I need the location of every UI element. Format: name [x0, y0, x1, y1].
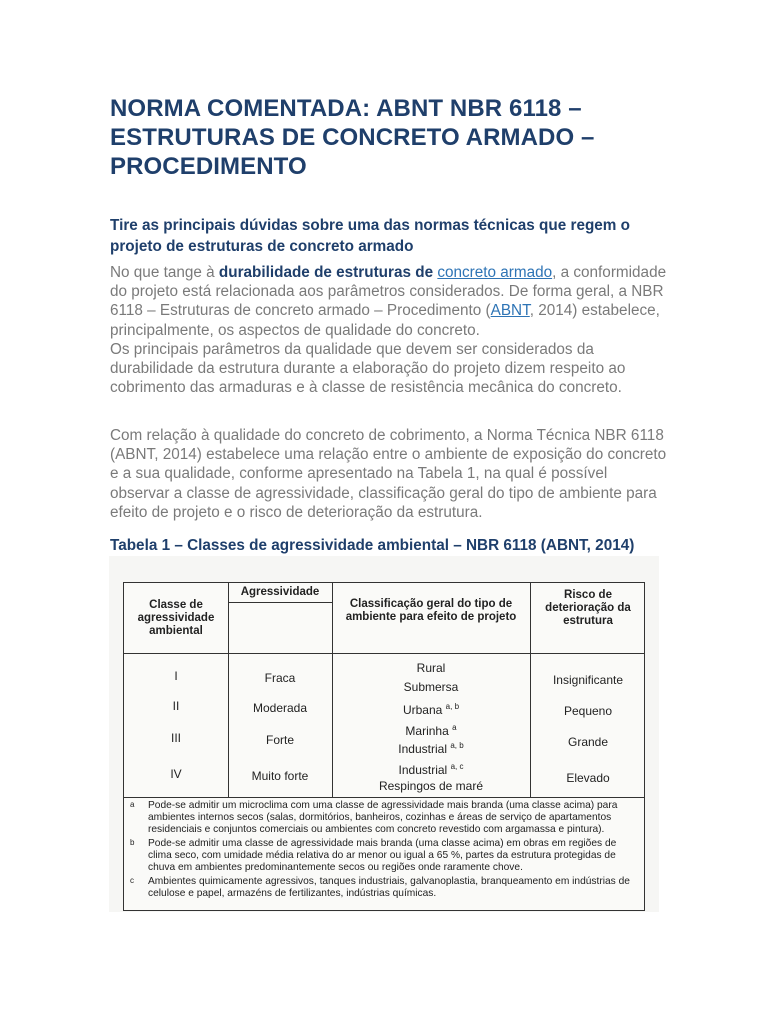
header-classe: Classe de agressividade ambiental [137, 599, 215, 637]
agressividade-moderada: Moderada [252, 701, 308, 715]
abnt-link[interactable]: ABNT [490, 302, 530, 320]
ambiente-rural: Rural [416, 661, 446, 675]
risco-elevado: Elevado [566, 771, 610, 785]
paragraph-2: Com relação à qualidade do concreto de cobrimento, a Norma Técnica NBR 6118 (ABNT, 2014) estabelece uma relação entre o ambiente de exposição do concreto e a sua qualidade, conforme apresentado na Tabela 1, na qual é possível observar a classe de agressividade, classificação geral do tipo de ambiente para efeito de projeto e o risco de deterioração da estrutura. [110, 427, 667, 521]
risco-grande: Grande [567, 735, 609, 749]
footnote-c: c Ambientes quimicamente agressivos, tanques industriais, galvanoplastia, branqueamento em indústrias de celulose e papel, armazéns de fertilizantes, indústrias químicas. [130, 876, 630, 899]
risco-insignificante: Insignificante [552, 673, 624, 687]
table-title: Tabela 1 – Classes de agressividade ambiental – NBR 6118 (ABNT, 2014) [110, 537, 635, 554]
ambiente-submersa: Submersa [403, 680, 459, 694]
footnote-b: b Pode-se admitir uma classe de agressividade mais branda (uma classe acima) em obras em regiões de clima seco, com umidade média relativa do ar menor ou igual a 65 %, partes da estrutura protegidas de chuva em ambientes predominantemente secos ou regiões onde raramente chove. [130, 838, 617, 873]
concreto-armado-link[interactable]: concreto armado [437, 264, 553, 281]
agressividade-forte: Forte [265, 733, 294, 747]
paragraph-1-text-end: , 2014) estabelece, principalmente, os aspectos de qualidade do concreto. [110, 302, 660, 339]
subtitle: Tire as principais dúvidas sobre uma das normas técnicas que regem o projeto de estruturas de concreto armado [110, 217, 631, 255]
header-risco: Risco de deterioração da estrutura [545, 589, 631, 627]
agressividade-fraca: Fraca [264, 671, 296, 685]
class-ii: II [172, 699, 180, 713]
table-image [109, 556, 659, 912]
header-classificacao: Classificação geral do tipo de ambiente para efeito de projeto [345, 598, 517, 623]
class-iv: IV [170, 767, 182, 781]
paragraph-1-second: Os principais parâmetros da qualidade que devem ser considerados da durabilidade da estrutura durante a elaboração do projeto dizem respeito ao cobrimento das armaduras e à classe de resistência mecânica do concreto. [110, 340, 626, 397]
agressividade-muito-forte: Muito forte [251, 769, 309, 783]
class-i: I [174, 669, 178, 683]
ambiente-urbana: Urbana $^{a, b}$ [402, 702, 460, 717]
page-title: NORMA COMENTADA: ABNT NBR 6118 – ESTRUTURAS DE CONCRETO ARMADO – PROCEDIMENTO [110, 95, 595, 180]
ambiente-marinha: Marinha $^a$ [405, 723, 457, 738]
aggressiveness-table [123, 582, 645, 911]
paragraph-1-bold: durabilidade de estruturas de [218, 264, 438, 281]
paragraph-1-lead: No que tange à [110, 264, 219, 281]
footnote-a: a Pode-se admitir um microclima com uma classe de agressividade mais branda (uma classe acima) para ambientes internos secos (salas, dormitórios, banheiros, cozinhas e áreas de serviço de apartamentos residenciais e conjuntos comerciais ou ambientes com concreto revestido com argamassa e pintura). [130, 800, 618, 835]
class-iii: III [170, 731, 181, 745]
paragraph-1 [110, 263, 670, 397]
paragraph-1-text: , a conformidade do projeto está relacionada aos parâmetros considerados. De forma geral, a NBR 6118 – Estruturas de concreto armado – Procedimento ( [110, 264, 667, 320]
ambiente-industrial-iii: Industrial $^{a, b}$ [398, 741, 464, 756]
risco-pequeno: Pequeno [563, 704, 613, 718]
header-agressividade: Agressividade [240, 586, 320, 598]
ambiente-respingos: Respingos de maré [378, 779, 484, 793]
ambiente-industrial-iv: Industrial $^{a, c}$ [398, 762, 464, 777]
